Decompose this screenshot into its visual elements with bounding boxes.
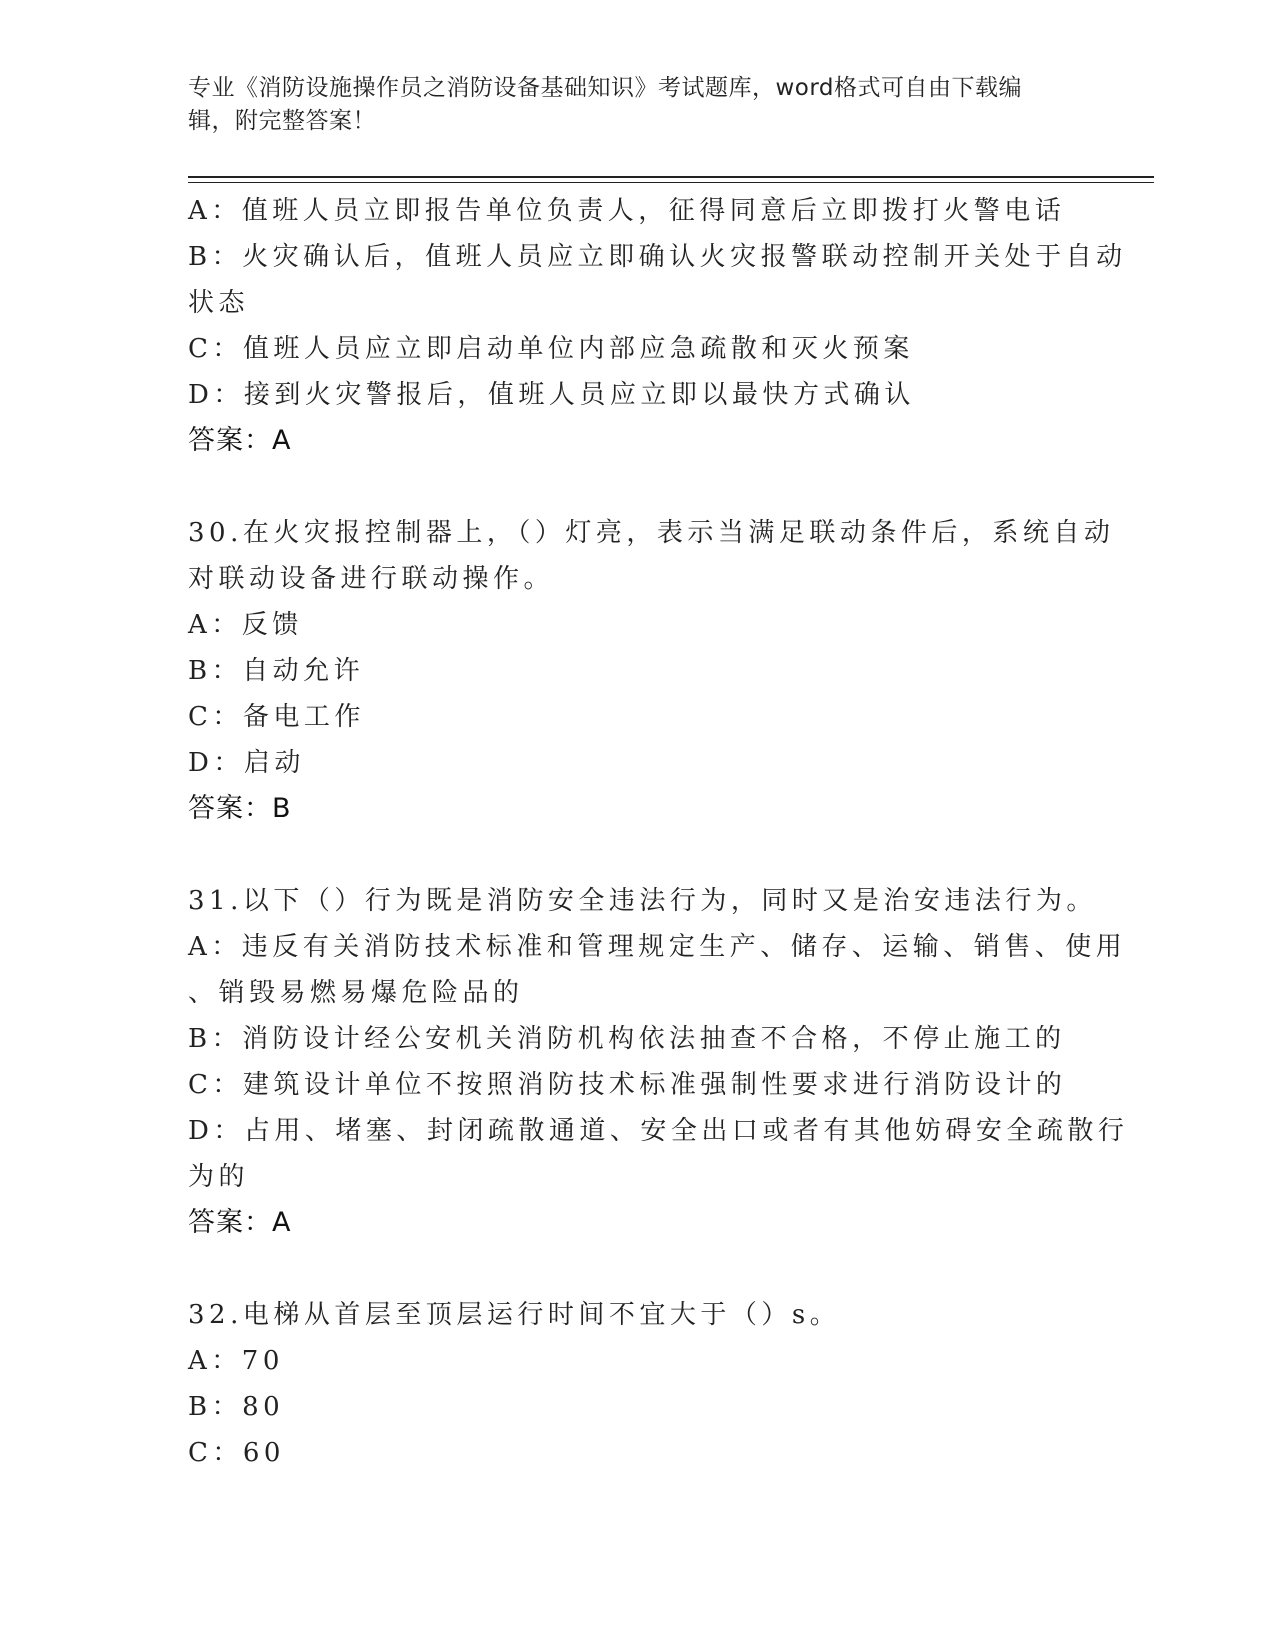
option-a: A：值班人员立即报告单位负责人，征得同意后立即拨打火警电话 [188,196,1066,226]
option-b: B：消防设计经公安机关消防机构依法抽查不合格，不停止施工的 [188,1024,1066,1054]
option-a-line-1: A：违反有关消防技术标准和管理规定生产、储存、运输、销售、使用 [188,932,1127,962]
option-a: A：70 [188,1346,284,1376]
option-a: A：反馈 [188,610,303,640]
question-stem: 32.电梯从首层至顶层运行时间不宜大于（）s。 [188,1300,841,1330]
option-d-line-2: 为的 [188,1162,250,1192]
header-divider-thick [188,176,1154,178]
question-29-tail [188,188,1127,464]
document-header [188,72,1068,138]
option-b-line-1: B：火灾确认后，值班人员应立即确认火灾报警联动控制开关处于自动 [188,242,1127,272]
question-31 [188,878,1129,1246]
answer: 答案：A [188,425,292,456]
spacer [188,832,1088,878]
question-30 [188,510,1115,832]
option-b: B：80 [188,1392,285,1422]
option-b-line-2: 状态 [188,288,250,318]
question-list [188,188,1129,1476]
question-stem: 31.以下（）行为既是消防安全违法行为，同时又是治安违法行为。 [188,886,1097,916]
header-line-1: 专业《消防设施操作员之消防设备基础知识》考试题库，word格式可自由下载编 [188,75,1023,101]
option-b: B：自动允许 [188,656,365,686]
option-c: C：备电工作 [188,702,365,732]
option-c: C：建筑设计单位不按照消防技术标准强制性要求进行消防设计的 [188,1070,1067,1100]
answer: 答案：A [188,1207,292,1238]
header-line-2: 辑，附完整答案！ [188,108,376,134]
question-stem-line-1: 30.在火灾报控制器上，（）灯亮，表示当满足联动条件后，系统自动 [188,518,1115,548]
option-d: D：启动 [188,748,305,778]
question-stem-line-2: 对联动设备进行联动操作。 [188,564,555,594]
option-d: D：接到火灾警报后，值班人员应立即以最快方式确认 [188,380,915,410]
option-a-line-2: 、销毁易燃易爆危险品的 [188,978,524,1008]
header-divider-thin [188,182,1154,183]
answer: 答案：B [188,793,292,824]
spacer [188,464,1088,510]
option-c: C：值班人员应立即启动单位内部应急疏散和灭火预案 [188,334,914,364]
option-c: C：60 [188,1438,285,1468]
spacer [188,1246,1088,1292]
option-d-line-1: D：占用、堵塞、封闭疏散通道、安全出口或者有其他妨碍安全疏散行 [188,1116,1129,1146]
question-32 [188,1292,1088,1476]
